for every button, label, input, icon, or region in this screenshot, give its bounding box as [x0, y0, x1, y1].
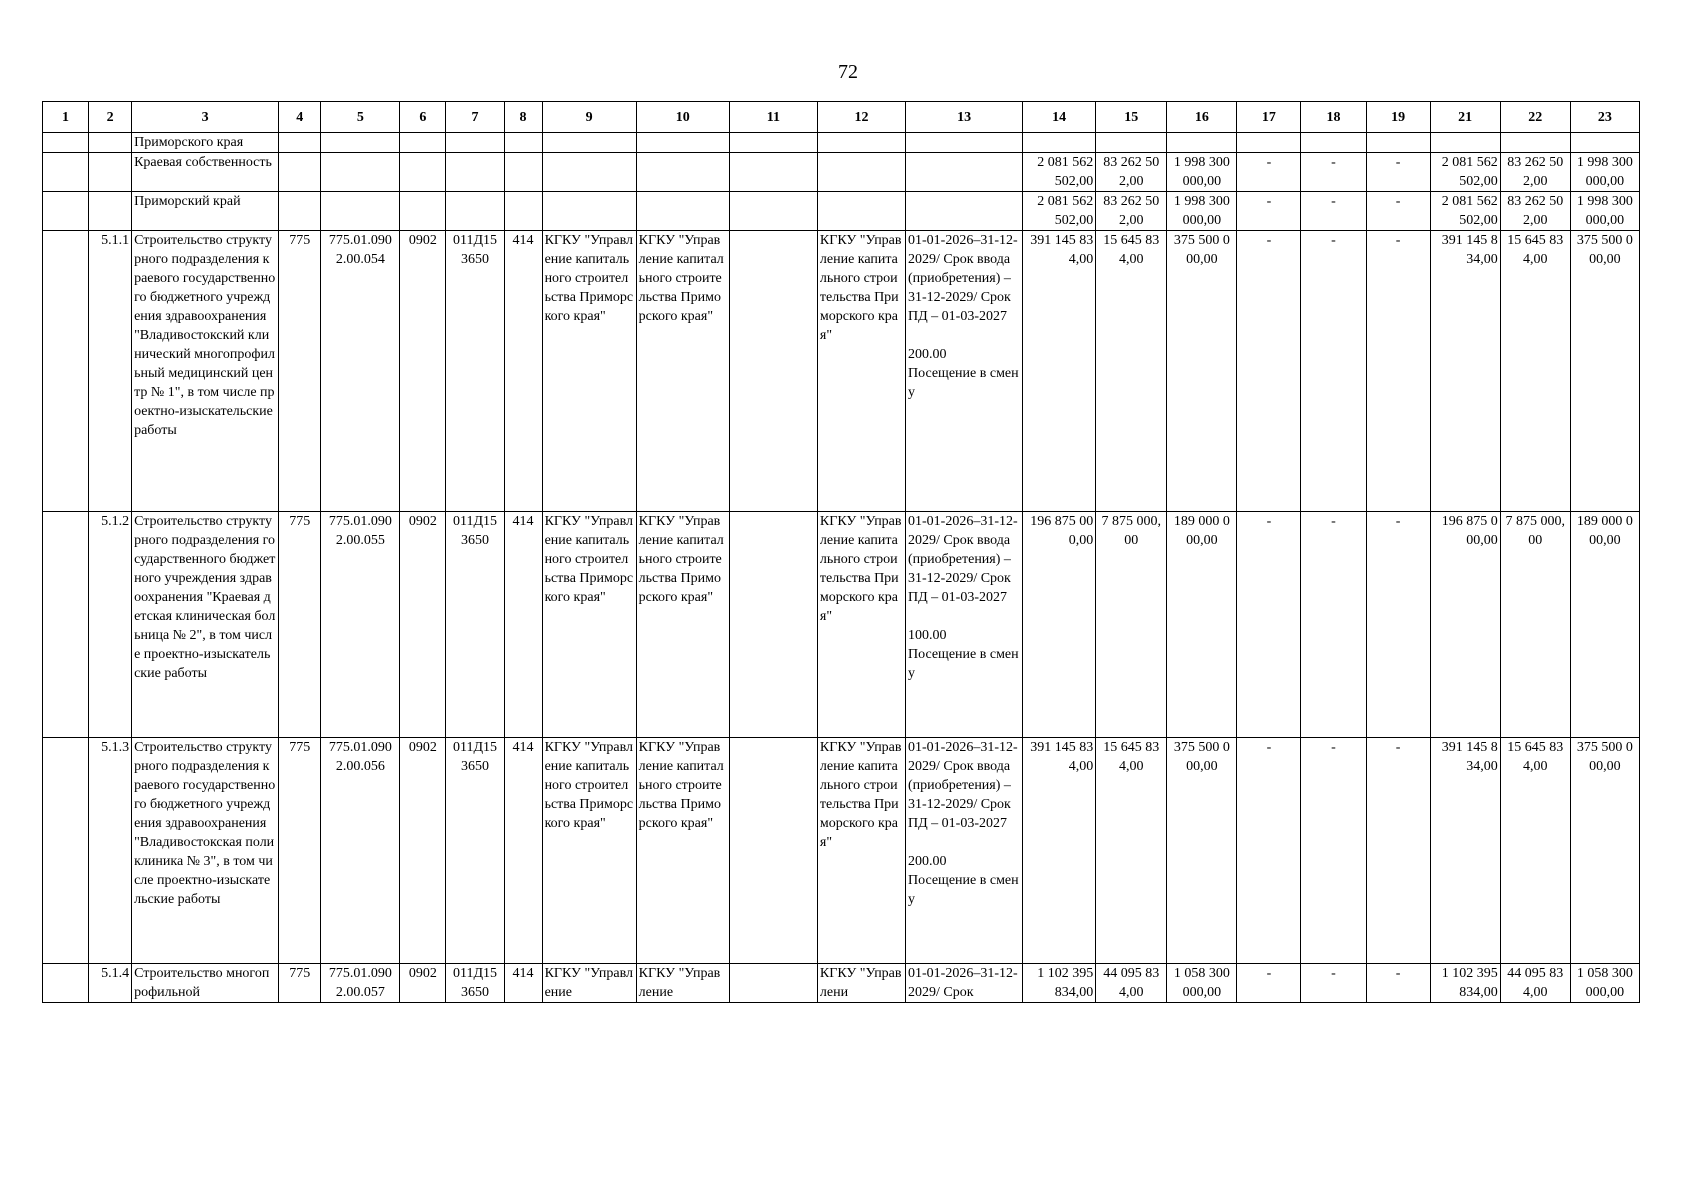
table-cell-c8: [504, 153, 542, 192]
table-cell-c15: 15 645 83 4,00: [1096, 738, 1167, 964]
table-cell-c21: 391 145 8 34,00: [1430, 231, 1500, 512]
table-cell-c14: 196 875 00 0,00: [1023, 512, 1096, 738]
table-cell-c12: КГКУ "Управлени: [817, 964, 905, 1003]
table-row: [43, 231, 1640, 512]
table-row: [43, 964, 1640, 1003]
table-cell-c2: 5.1.4: [89, 964, 132, 1003]
table-cell-c5: 775.01.090 2.00.054: [321, 231, 400, 512]
col-header: 12: [817, 102, 905, 133]
table-cell-c7: [446, 133, 504, 153]
table-cell-c18: -: [1301, 192, 1366, 231]
table-cell-c10: КГКУ "Управление: [636, 964, 729, 1003]
table-cell-c10: КГКУ "Управление капитального строительства Приморского края": [636, 738, 729, 964]
table-cell-c3: Приморского края: [132, 133, 279, 153]
table-cell-c21: 1 102 395 834,00: [1430, 964, 1500, 1003]
col-header: 17: [1237, 102, 1301, 133]
table-cell-c16: 375 500 0 00,00: [1167, 231, 1237, 512]
table-cell-c13: [906, 192, 1023, 231]
table-cell-c21: 2 081 562 502,00: [1430, 192, 1500, 231]
table-cell-c11: [729, 153, 817, 192]
program-table: [42, 101, 1640, 1003]
table-cell-c7: [446, 192, 504, 231]
table-cell-c13: 01-01-2026–31-12-2029/ Срок ввода (приобретения) – 31-12-2029/ Срок ПД – 01-03-2027 100.00 Посещение в смену: [906, 512, 1023, 738]
col-header: 15: [1096, 102, 1167, 133]
table-row: [43, 133, 1640, 153]
table-cell-c7: 011Д15 3650: [446, 964, 504, 1003]
table-cell-c7: [446, 153, 504, 192]
table-cell-c15: 7 875 000, 00: [1096, 512, 1167, 738]
table-cell-c9: [542, 153, 636, 192]
table-cell-c23: 1 998 300 000,00: [1570, 153, 1639, 192]
table-cell-c14: [1023, 133, 1096, 153]
table-cell-c14: 2 081 562 502,00: [1023, 153, 1096, 192]
table-cell-c18: -: [1301, 153, 1366, 192]
table-cell-c16: 1 998 300 000,00: [1167, 192, 1237, 231]
table-cell-c18: -: [1301, 964, 1366, 1003]
table-cell-c23: 189 000 0 00,00: [1570, 512, 1639, 738]
table-row: [43, 192, 1640, 231]
col-header: 7: [446, 102, 504, 133]
table-cell-c3: Строительство структурного подразделения краевого государственного бюджетного учреждения здравоохранения "Владивостокская поликлиника № 3", в том числе проектно-изыскательские работы: [132, 738, 279, 964]
table-cell-c18: -: [1301, 231, 1366, 512]
header-row: [43, 102, 1640, 133]
table-cell-c14: 391 145 83 4,00: [1023, 738, 1096, 964]
table-cell-c23: 375 500 0 00,00: [1570, 231, 1639, 512]
table-cell-c13: 01-01-2026–31-12-2029/ Срок ввода (приобретения) – 31-12-2029/ Срок ПД – 01-03-2027 200.00 Посещение в смену: [906, 231, 1023, 512]
table-row: [43, 153, 1640, 192]
col-header: 2: [89, 102, 132, 133]
table-cell-c11: [729, 192, 817, 231]
table-cell-c19: -: [1366, 512, 1430, 738]
table-cell-c21: [1430, 133, 1500, 153]
table-cell-c16: 375 500 0 00,00: [1167, 738, 1237, 964]
table-cell-c2: [89, 153, 132, 192]
table-cell-c6: 0902: [400, 512, 446, 738]
table-cell-c22: 83 262 50 2,00: [1500, 192, 1570, 231]
table-cell-c4: 775: [279, 738, 321, 964]
table-cell-c11: [729, 738, 817, 964]
table-cell-c12: [817, 133, 905, 153]
table-cell-c23: 1 058 300 000,00: [1570, 964, 1639, 1003]
table-cell-c22: [1500, 133, 1570, 153]
col-header: 3: [132, 102, 279, 133]
table-cell-c10: КГКУ "Управление капитального строительства Приморского края": [636, 512, 729, 738]
table-cell-c12: КГКУ "Управление капитального строительства Приморского края": [817, 512, 905, 738]
table-cell-c9: КГКУ "Управление капитального строительства Приморского края": [542, 512, 636, 738]
table-cell-c21: 196 875 0 00,00: [1430, 512, 1500, 738]
table-cell-c1: [43, 153, 89, 192]
table-cell-c11: [729, 964, 817, 1003]
table-cell-c19: -: [1366, 192, 1430, 231]
table-cell-c10: [636, 192, 729, 231]
table-cell-c3: Краевая собственность: [132, 153, 279, 192]
table-cell-c18: -: [1301, 512, 1366, 738]
table-cell-c4: [279, 153, 321, 192]
table-cell-c4: [279, 133, 321, 153]
table-cell-c23: 1 998 300 000,00: [1570, 192, 1639, 231]
table-cell-c6: [400, 153, 446, 192]
table-cell-c23: 375 500 0 00,00: [1570, 738, 1639, 964]
table-cell-c9: [542, 192, 636, 231]
col-header: 21: [1430, 102, 1500, 133]
table-cell-c1: [43, 231, 89, 512]
table-cell-c5: 775.01.090 2.00.057: [321, 964, 400, 1003]
col-header: 5: [321, 102, 400, 133]
table-cell-c22: 83 262 50 2,00: [1500, 153, 1570, 192]
table-cell-c3: Строительство структурного подразделения государственного бюджетного учреждения здравоохранения "Краевая детская клиническая больница № 2", в том числе проектно-изыскательские работы: [132, 512, 279, 738]
table-cell-c2: 5.1.2: [89, 512, 132, 738]
col-header: 14: [1023, 102, 1096, 133]
table-cell-c6: [400, 133, 446, 153]
table-cell-c17: -: [1237, 964, 1301, 1003]
table-cell-c17: -: [1237, 231, 1301, 512]
table-cell-c13: 01-01-2026–31-12-2029/ Срок: [906, 964, 1023, 1003]
table-row: [43, 512, 1640, 738]
table-cell-c11: [729, 133, 817, 153]
table-cell-c21: 2 081 562 502,00: [1430, 153, 1500, 192]
table-cell-c2: 5.1.3: [89, 738, 132, 964]
table-cell-c6: 0902: [400, 964, 446, 1003]
table-cell-c7: 011Д15 3650: [446, 512, 504, 738]
table-cell-c16: [1167, 133, 1237, 153]
table-cell-c5: [321, 133, 400, 153]
col-header: 23: [1570, 102, 1639, 133]
table-cell-c9: [542, 133, 636, 153]
table-cell-c2: [89, 133, 132, 153]
table-cell-c7: 011Д15 3650: [446, 231, 504, 512]
table-cell-c19: [1366, 133, 1430, 153]
col-header: 9: [542, 102, 636, 133]
table-cell-c4: 775: [279, 964, 321, 1003]
table-cell-c13: [906, 133, 1023, 153]
col-header: 13: [906, 102, 1023, 133]
table-cell-c11: [729, 231, 817, 512]
table-cell-c18: [1301, 133, 1366, 153]
table-cell-c19: -: [1366, 231, 1430, 512]
table-cell-c1: [43, 964, 89, 1003]
page-number: 72: [838, 61, 858, 83]
table-cell-c4: 775: [279, 231, 321, 512]
table-cell-c16: 1 998 300 000,00: [1167, 153, 1237, 192]
table-cell-c10: КГКУ "Управление капитального строительства Приморского края": [636, 231, 729, 512]
table-cell-c23: [1570, 133, 1639, 153]
table-cell-c15: 83 262 50 2,00: [1096, 192, 1167, 231]
table-cell-c12: КГКУ "Управление капитального строительства Приморского края": [817, 738, 905, 964]
table-cell-c22: 15 645 83 4,00: [1500, 738, 1570, 964]
table-row: [43, 738, 1640, 964]
table-cell-c2: [89, 192, 132, 231]
table-cell-c8: 414: [504, 738, 542, 964]
col-header: 19: [1366, 102, 1430, 133]
table-cell-c5: 775.01.090 2.00.055: [321, 512, 400, 738]
table-cell-c15: 83 262 50 2,00: [1096, 153, 1167, 192]
table-cell-c17: -: [1237, 153, 1301, 192]
table-cell-c16: 189 000 0 00,00: [1167, 512, 1237, 738]
table-cell-c21: 391 145 8 34,00: [1430, 738, 1500, 964]
table-cell-c14: 391 145 83 4,00: [1023, 231, 1096, 512]
col-header: 8: [504, 102, 542, 133]
table-cell-c9: КГКУ "Управление капитального строительства Приморского края": [542, 231, 636, 512]
table-cell-c6: 0902: [400, 231, 446, 512]
table-cell-c19: -: [1366, 964, 1430, 1003]
table-cell-c3: Приморский край: [132, 192, 279, 231]
table-cell-c8: 414: [504, 964, 542, 1003]
table-cell-c7: 011Д15 3650: [446, 738, 504, 964]
col-header: 22: [1500, 102, 1570, 133]
table-cell-c15: [1096, 133, 1167, 153]
table-cell-c16: 1 058 300 000,00: [1167, 964, 1237, 1003]
table-cell-c19: -: [1366, 738, 1430, 964]
table-cell-c5: 775.01.090 2.00.056: [321, 738, 400, 964]
table-cell-c13: 01-01-2026–31-12-2029/ Срок ввода (приобретения) – 31-12-2029/ Срок ПД – 01-03-2027 200.00 Посещение в смену: [906, 738, 1023, 964]
table-cell-c2: 5.1.1: [89, 231, 132, 512]
table-cell-c10: [636, 153, 729, 192]
table-cell-c9: КГКУ "Управление капитального строительства Приморского края": [542, 738, 636, 964]
table-cell-c8: 414: [504, 231, 542, 512]
table-cell-c1: [43, 512, 89, 738]
table-cell-c15: 15 645 83 4,00: [1096, 231, 1167, 512]
table-cell-c3: Строительство структурного подразделения краевого государственного бюджетного учреждения здравоохранения "Владивостокский клинический многопрофильный медицинский центр № 1", в том числе проектно-изыскательские работы: [132, 231, 279, 512]
table-cell-c6: 0902: [400, 738, 446, 964]
table-cell-c22: 44 095 83 4,00: [1500, 964, 1570, 1003]
table-cell-c22: 15 645 83 4,00: [1500, 231, 1570, 512]
table-cell-c15: 44 095 83 4,00: [1096, 964, 1167, 1003]
table-cell-c11: [729, 512, 817, 738]
col-header: 11: [729, 102, 817, 133]
table-cell-c8: 414: [504, 512, 542, 738]
table-cell-c8: [504, 133, 542, 153]
col-header: 16: [1167, 102, 1237, 133]
table-cell-c4: [279, 192, 321, 231]
col-header: 4: [279, 102, 321, 133]
table-cell-c13: [906, 153, 1023, 192]
table-cell-c19: -: [1366, 153, 1430, 192]
table-cell-c17: -: [1237, 192, 1301, 231]
col-header: 10: [636, 102, 729, 133]
col-header: 18: [1301, 102, 1366, 133]
table-cell-c12: [817, 192, 905, 231]
table-cell-c1: [43, 738, 89, 964]
table-cell-c9: КГКУ "Управление: [542, 964, 636, 1003]
col-header: 6: [400, 102, 446, 133]
table-cell-c12: КГКУ "Управление капитального строительства Приморского края": [817, 231, 905, 512]
table-cell-c8: [504, 192, 542, 231]
table-cell-c6: [400, 192, 446, 231]
table-cell-c10: [636, 133, 729, 153]
table-cell-c17: -: [1237, 738, 1301, 964]
table-cell-c14: 1 102 395 834,00: [1023, 964, 1096, 1003]
table-cell-c1: [43, 192, 89, 231]
table-cell-c17: [1237, 133, 1301, 153]
table-cell-c14: 2 081 562 502,00: [1023, 192, 1096, 231]
table-cell-c1: [43, 133, 89, 153]
table-cell-c17: -: [1237, 512, 1301, 738]
table-cell-c12: [817, 153, 905, 192]
table-cell-c18: -: [1301, 738, 1366, 964]
col-header: 1: [43, 102, 89, 133]
table-cell-c3: Строительство многопрофильной: [132, 964, 279, 1003]
table-cell-c4: 775: [279, 512, 321, 738]
table-cell-c5: [321, 192, 400, 231]
table-cell-c5: [321, 153, 400, 192]
table-cell-c22: 7 875 000, 00: [1500, 512, 1570, 738]
